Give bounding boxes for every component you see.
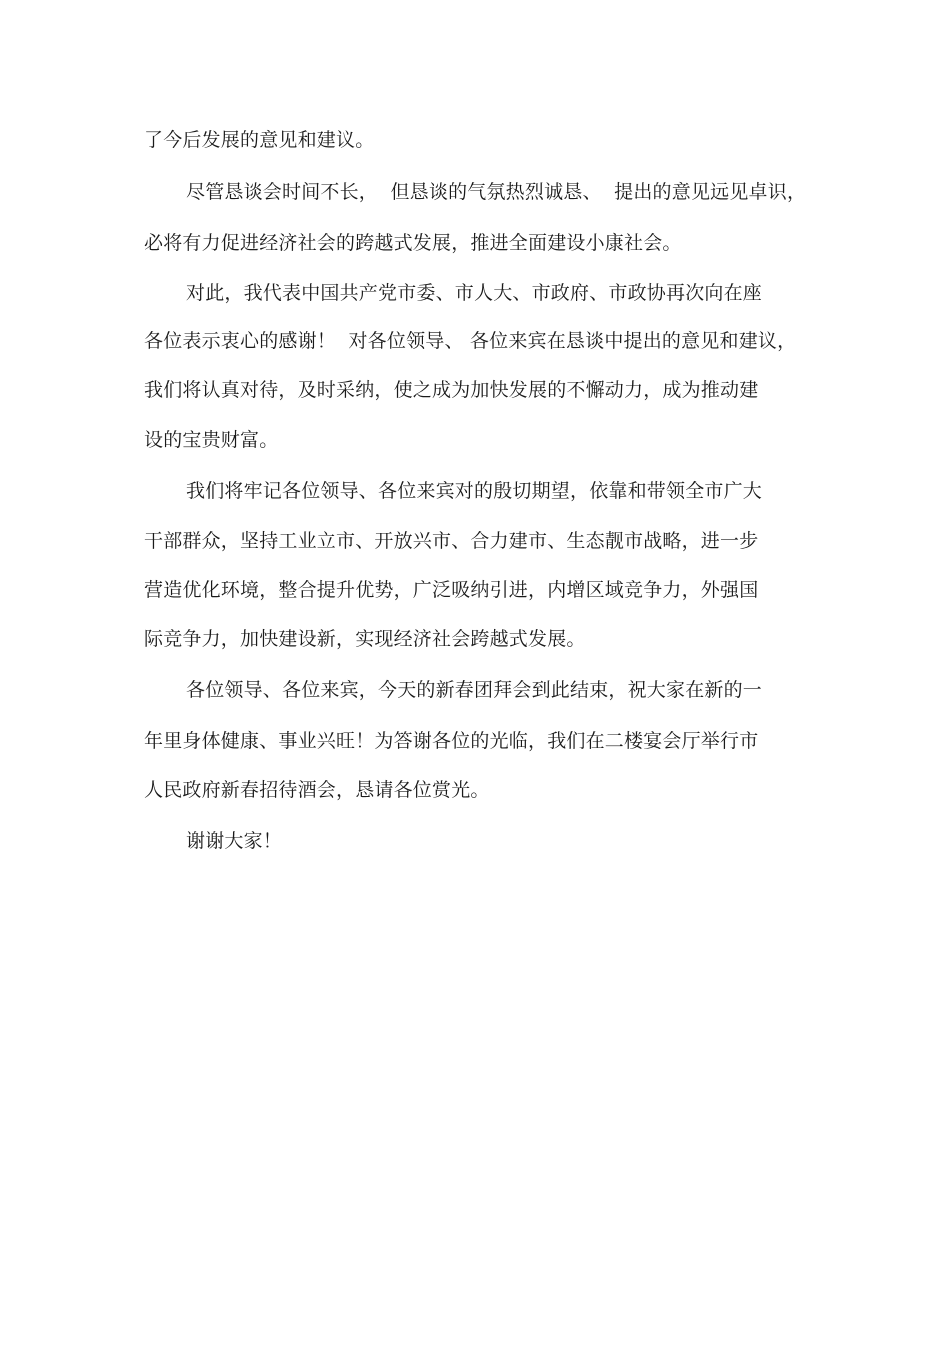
text-line: 营造优化环境，整合提升优势，广泛吸纳引进，内增区域竞争力，外强国	[144, 579, 759, 601]
paragraph-start-line: 尽管恳谈会时间不长， 但恳谈的气氛热烈诚恳、 提出的意见远见卓识，	[186, 181, 807, 203]
text-line: 际竞争力，加快建设新，实现经济社会跨越式发展。	[144, 628, 586, 650]
text-line: 各位表示衷心的感谢！ 对各位领导、 各位来宾在恳谈中提出的意见和建议，	[144, 330, 797, 352]
text-line: 了今后发展的意见和建议。	[144, 129, 375, 151]
paragraph-start-line: 各位领导、各位来宾，今天的新春团拜会到此结束，祝大家在新的一	[186, 679, 763, 701]
text-line: 设的宝贵财富。	[144, 429, 279, 451]
text-line: 必将有力促进经济社会的跨越式发展，推进全面建设小康社会。	[144, 232, 682, 254]
paragraph-start-line: 我们将牢记各位领导、各位来宾对的殷切期望，依靠和带领全市广大	[186, 480, 763, 502]
paragraph-start-line: 对此，我代表中国共产党市委、市人大、市政府、市政协再次向在座	[186, 282, 763, 304]
text-line: 年里身体健康、事业兴旺！为答谢各位的光临，我们在二楼宴会厅举行市	[144, 730, 759, 752]
text-line: 我们将认真对待，及时采纳，使之成为加快发展的不懈动力，成为推动建	[144, 379, 759, 401]
text-line: 人民政府新春招待酒会，恳请各位赏光。	[144, 779, 490, 801]
text-line: 干部群众，坚持工业立市、开放兴市、合力建市、生态靓市战略，进一步	[144, 530, 759, 552]
closing-line: 谢谢大家！	[186, 830, 283, 852]
